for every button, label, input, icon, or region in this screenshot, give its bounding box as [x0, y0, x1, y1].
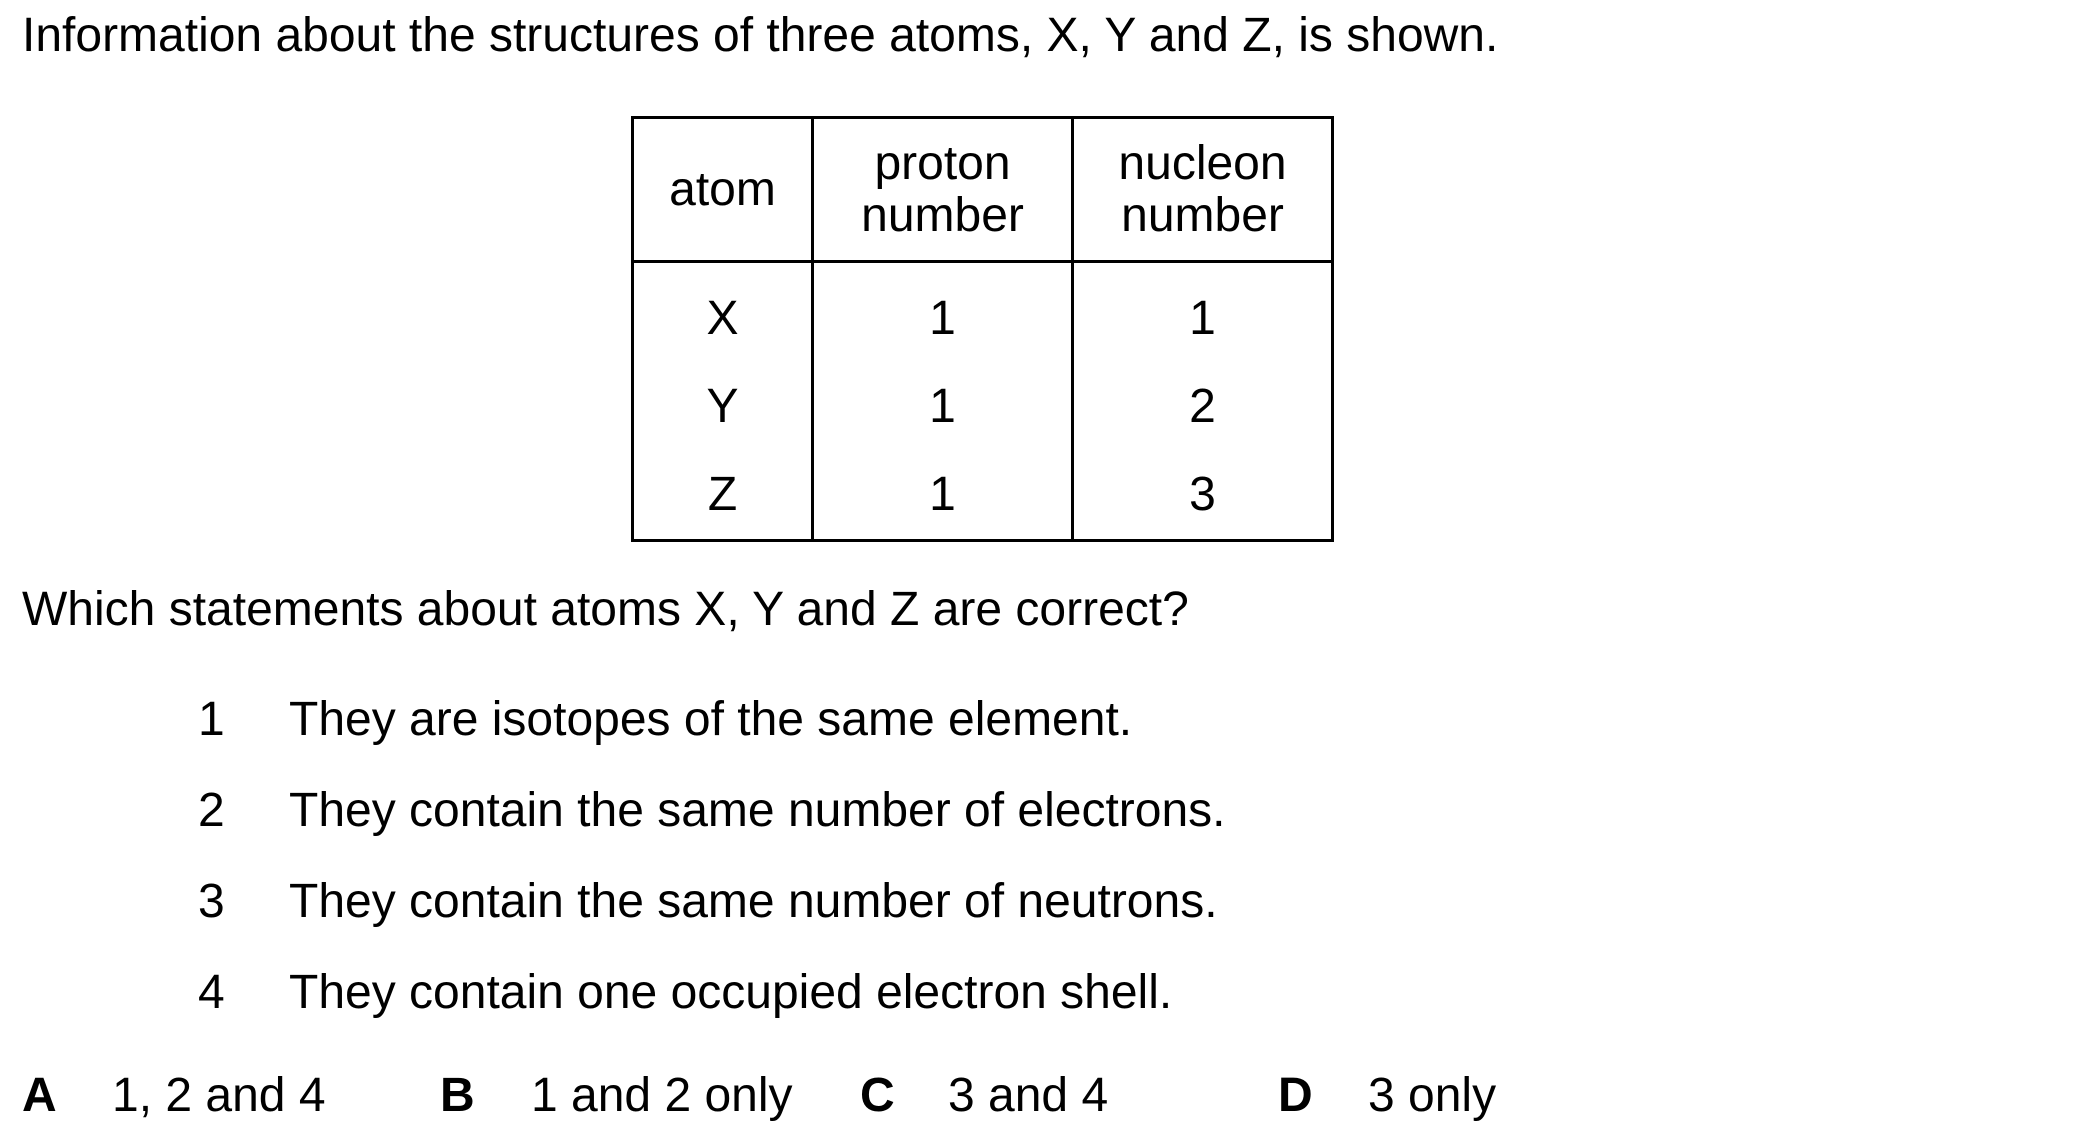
table-row	[633, 363, 1333, 451]
cell-atom: X	[633, 262, 813, 364]
cell-nucleon: 3	[1073, 451, 1333, 541]
statement-number: 3	[198, 875, 225, 928]
statement-number: 1	[198, 693, 225, 746]
intro-text: Information about the structures of three atoms, X, Y and Z, is shown.	[22, 9, 1499, 62]
option-b-letter[interactable]: B	[440, 1069, 475, 1122]
header-nucleon-number	[1073, 118, 1333, 262]
header-proton-number	[813, 118, 1073, 262]
cell-proton: 1	[813, 451, 1073, 541]
table-row	[633, 262, 1333, 364]
cell-nucleon: 2	[1073, 363, 1333, 451]
option-a-text[interactable]: 1, 2 and 4	[112, 1069, 326, 1122]
statement-text: They contain the same number of neutrons.	[289, 875, 1218, 928]
header-nucleon-line1: nucleon	[1118, 136, 1287, 190]
table-row	[633, 451, 1333, 541]
cell-nucleon: 1	[1073, 262, 1333, 364]
option-a-letter[interactable]: A	[22, 1069, 57, 1122]
atom-structure-table	[631, 116, 1334, 542]
header-proton-line1: proton	[874, 136, 1011, 190]
option-c-letter[interactable]: C	[860, 1069, 895, 1122]
cell-proton: 1	[813, 363, 1073, 451]
cell-atom: Z	[633, 451, 813, 541]
header-atom-label: atom	[669, 162, 776, 216]
statement-text: They contain the same number of electrons.	[289, 784, 1226, 837]
header-atom	[633, 118, 813, 262]
cell-atom: Y	[633, 363, 813, 451]
option-d-text[interactable]: 3 only	[1368, 1069, 1497, 1122]
option-d-letter[interactable]: D	[1278, 1069, 1313, 1122]
option-b-text[interactable]: 1 and 2 only	[531, 1069, 793, 1122]
statement-text: They are isotopes of the same element.	[289, 693, 1133, 746]
statement-number: 4	[198, 966, 225, 1019]
header-proton-line2: number	[861, 188, 1024, 242]
question-text: Which statements about atoms X, Y and Z are correct?	[22, 583, 1189, 636]
header-nucleon-line2: number	[1121, 188, 1284, 242]
option-c-text[interactable]: 3 and 4	[948, 1069, 1109, 1122]
statement-number: 2	[198, 784, 225, 837]
table-header-row	[633, 118, 1333, 262]
cell-proton: 1	[813, 262, 1073, 364]
statement-text: They contain one occupied electron shell.	[289, 966, 1173, 1019]
